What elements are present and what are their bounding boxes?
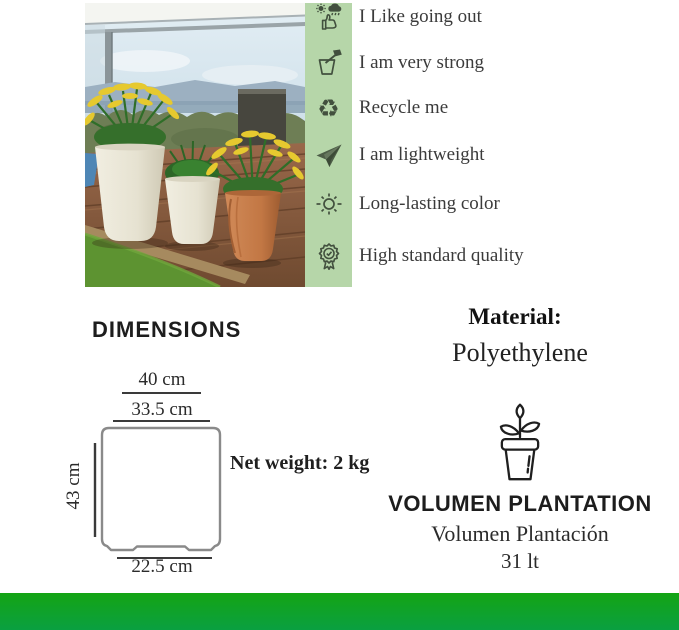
plantation-volume-heading: VOLUMEN PLANTATION xyxy=(388,491,652,516)
feature-item xyxy=(305,3,675,31)
quality-badge-icon xyxy=(305,242,352,270)
feature-label: I Like going out xyxy=(359,6,482,27)
sun-icon xyxy=(305,190,352,218)
dimension-height-label: 43 cm xyxy=(63,462,84,510)
dimension-top-width-label: 40 cm xyxy=(138,369,186,390)
feature-label: Long-lasting color xyxy=(359,193,500,214)
feature-item xyxy=(305,190,675,218)
plantation-volume-subheading: Volumen Plantación xyxy=(431,521,609,546)
planters-scene-illustration xyxy=(85,3,305,287)
footer-green-bar xyxy=(0,593,679,630)
plantation-volume-value: 31 lt xyxy=(501,549,539,573)
feature-item xyxy=(305,94,675,122)
dimension-mid-width-label: 33.5 cm xyxy=(131,399,193,420)
feature-item xyxy=(305,49,675,77)
feature-label: Recycle me xyxy=(359,97,449,118)
feature-label: I am very strong xyxy=(359,52,485,73)
feature-item xyxy=(305,242,675,270)
recycle-icon: ♻ xyxy=(317,93,340,123)
net-weight-label: Net weight: 2 kg xyxy=(230,452,370,474)
feature-item xyxy=(305,141,675,169)
flower-pot-icon xyxy=(489,399,551,488)
product-photo xyxy=(85,3,305,287)
dimensions-heading: DIMENSIONS xyxy=(92,317,242,342)
paper-plane-icon xyxy=(305,141,352,169)
feature-label: I am lightweight xyxy=(359,144,485,165)
hammer-pot-icon xyxy=(305,49,352,77)
material-heading: Material: xyxy=(468,304,562,329)
material-value: Polyethylene xyxy=(452,338,588,367)
weather-thumbs-up-icon xyxy=(305,3,352,31)
feature-label: High standard quality xyxy=(359,245,524,266)
dimension-bottom-width-label: 22.5 cm xyxy=(131,556,193,577)
